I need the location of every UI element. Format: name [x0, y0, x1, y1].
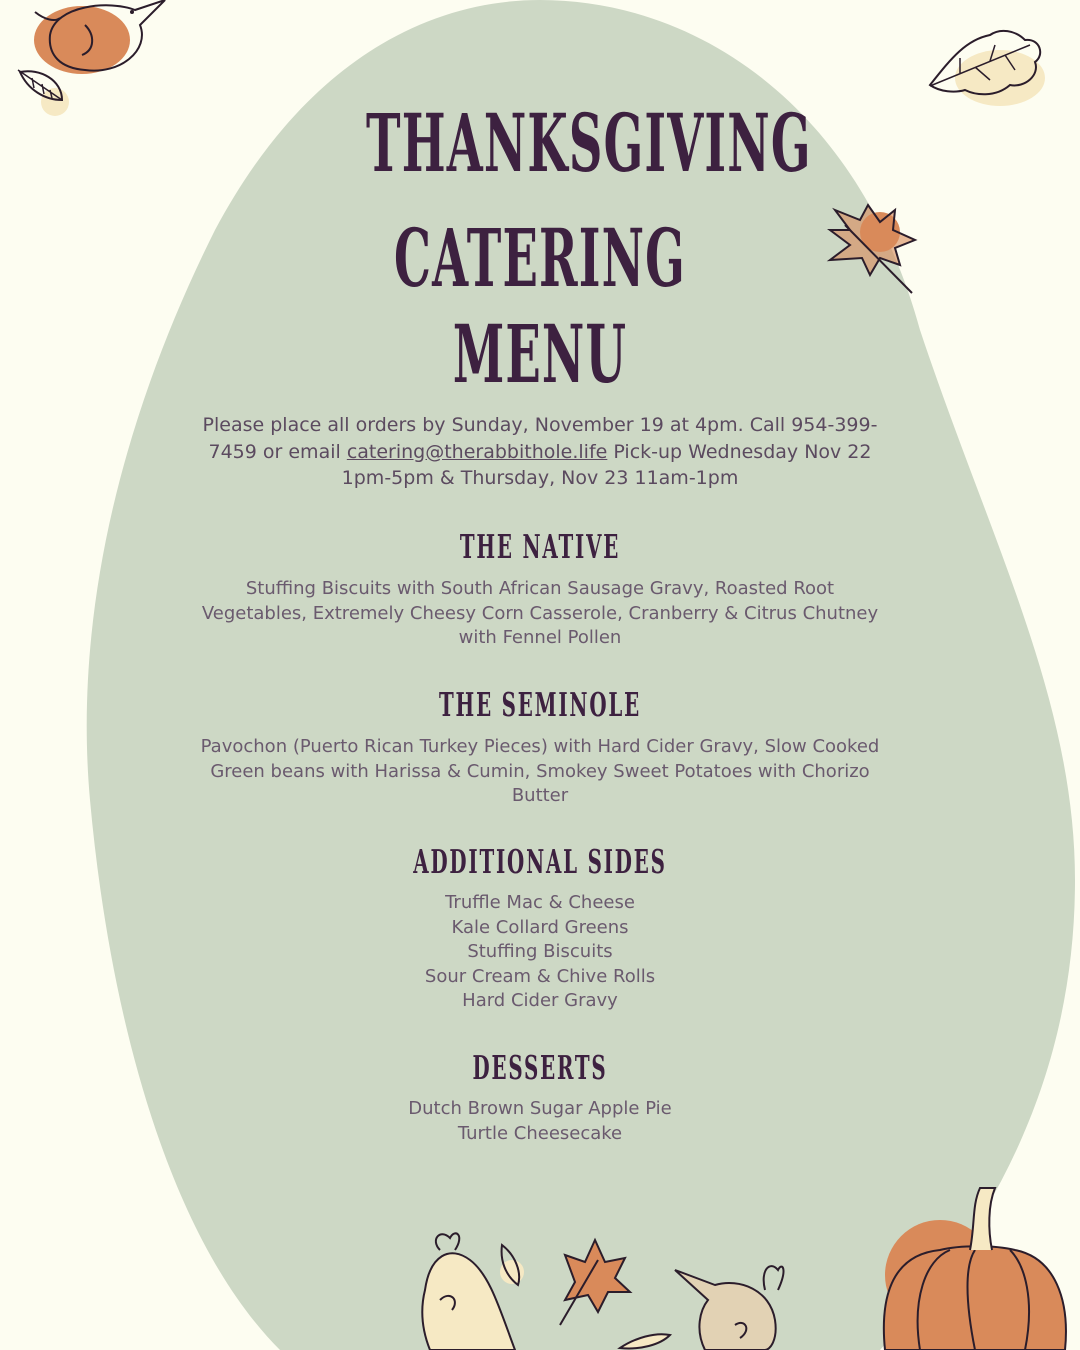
section-heading-desserts: DESSERTS: [472, 1048, 608, 1087]
section-heading-sides: ADDITIONAL SIDES: [413, 842, 667, 881]
list-item: Turtle Cheesecake: [457, 1122, 623, 1144]
section-heading-seminole: THE SEMINOLE: [439, 685, 641, 724]
desserts-list: [290, 1097, 790, 1146]
list-item: Stuffing Biscuits: [467, 941, 613, 962]
page-title-line-2: CATERING MENU: [394, 211, 686, 401]
email-link[interactable]: catering@therabbithole.life: [346, 440, 608, 463]
list-item: Kale Collard Greens: [451, 916, 629, 938]
order-instructions: [195, 412, 885, 492]
section-heading-native: THE NATIVE: [459, 527, 621, 566]
list-item: Hard Cider Gravy: [462, 990, 618, 1011]
list-item: Dutch Brown Sugar Apple Pie: [408, 1098, 672, 1119]
section-body-seminole: Pavochon (Puerto Rican Turkey Pieces) with Hard Cider Gravy, Slow Cooked Green beans with Harissa & Cumin, Smokey Sweet Potatoes with Chorizo Butter: [200, 736, 880, 806]
sides-list: [290, 891, 790, 1014]
intro-text-before: Please place all orders by Sunday, November 19 at 4pm. Call 954-399-7459 or email: [202, 414, 878, 463]
section-body-native: Stuffing Biscuits with South African Sausage Gravy, Roasted Root Vegetables, Extremely Cheesy Corn Casserole, Cranberry & Citrus Chutney with Fennel Pollen: [201, 578, 879, 648]
intro-text-after: Pick-up Wednesday Nov 22 1pm-5pm & Thursday, Nov 23 11am-1pm: [341, 440, 872, 489]
page-title-line-1: THANKSGIVING: [366, 96, 812, 190]
list-item: Sour Cream & Chive Rolls: [424, 965, 656, 987]
list-item: Truffle Mac & Cheese: [445, 892, 635, 913]
